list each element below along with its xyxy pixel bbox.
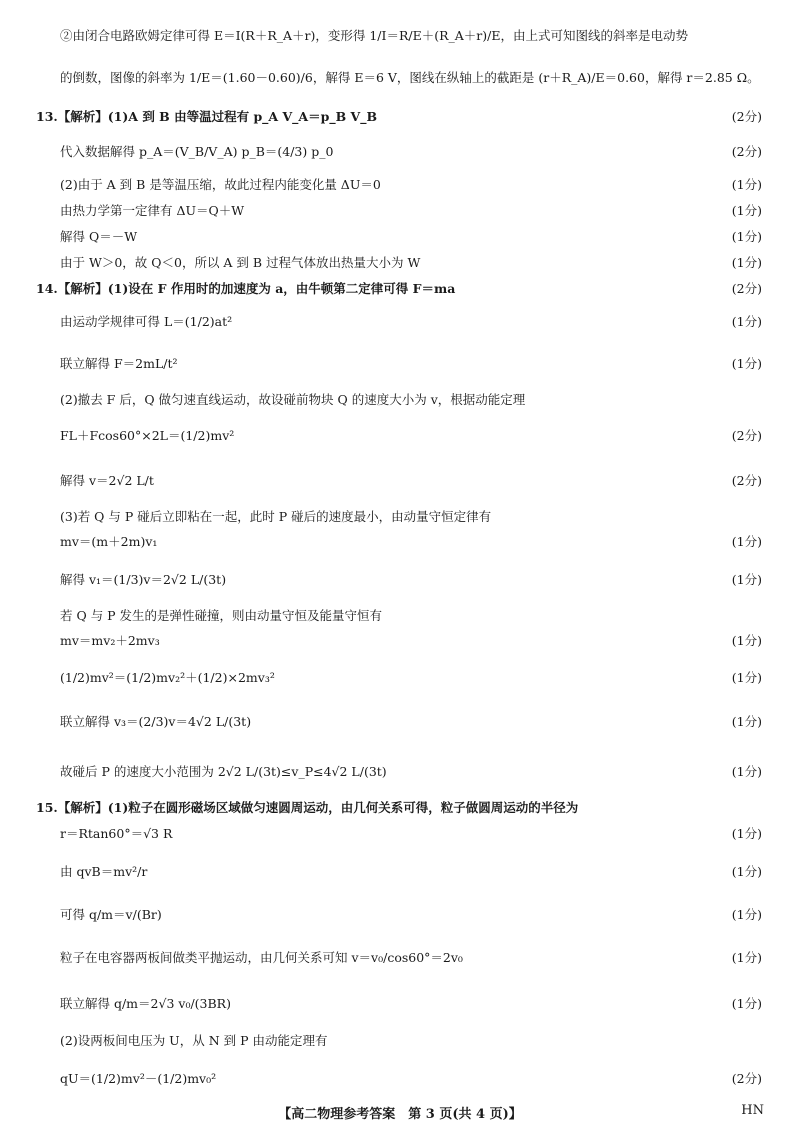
line-score: (1分): [731, 864, 762, 879]
text-line: [0, 62, 800, 92]
line-text: 可得 q/m＝v/(Br): [60, 907, 162, 922]
line-score: (1分): [731, 670, 762, 685]
line-score: (2分): [731, 473, 762, 488]
line-text: 解得 Q＝－W: [60, 229, 138, 244]
text-line: [0, 856, 800, 886]
line-score: (2分): [731, 428, 762, 443]
text-line: [0, 348, 800, 378]
text-line: [0, 1025, 800, 1055]
text-line: [0, 756, 800, 786]
line-score: (1分): [731, 714, 762, 729]
line-text: 故碰后 P 的速度大小范围为 2√2 L/(3t)≤v_P≤4√2 L/(3t): [60, 764, 387, 779]
text-line: [0, 526, 800, 556]
text-line: [0, 988, 800, 1018]
line-text: 若 Q 与 P 发生的是弹性碰撞，则由动量守恒及能量守恒有: [60, 608, 383, 623]
line-text: 由热力学第一定律有 ΔU＝Q＋W: [60, 203, 245, 218]
line-text: 由 qvB＝mv²/r: [60, 864, 148, 879]
text-line: [0, 706, 800, 736]
line-score: (1分): [731, 356, 762, 371]
line-text: (2)撤去 F 后，Q 做匀速直线运动，故设碰前物块 Q 的速度大小为 v，根据动能定理: [60, 392, 526, 407]
text-line: [0, 20, 800, 50]
line-score: (2分): [731, 109, 762, 124]
line-score: (1分): [731, 764, 762, 779]
line-text: (1/2)mv²＝(1/2)mv₂²＋(1/2)×2mv₃²: [60, 670, 275, 685]
line-text: mv＝mv₂＋2mv₃: [60, 633, 160, 648]
line-text: 13.【解析】(1)A 到 B 由等温过程有 p_A V_A＝p_B V_B: [36, 109, 378, 124]
text-line: [0, 306, 800, 336]
line-score: (1分): [731, 572, 762, 587]
line-text: (3)若 Q 与 P 碰后立即粘在一起，此时 P 碰后的速度最小，由动量守恒定律有: [60, 509, 492, 524]
text-line: [0, 818, 800, 848]
line-score: (2分): [731, 281, 762, 296]
line-text: 联立解得 F＝2mL/t²: [60, 356, 178, 371]
text-line: [0, 1063, 800, 1093]
line-score: (1分): [731, 229, 762, 244]
text-line: [0, 273, 800, 303]
line-text: 联立解得 v₃＝(2/3)v＝4√2 L/(3t): [60, 714, 252, 729]
line-text: 的倒数，图像的斜率为 1/E＝(1.60－0.60)/6，解得 E＝6 V，图线在纵轴上的截距是 (r＋R_A)/E＝0.60，解得 r＝2.85 Ω。: [60, 70, 760, 85]
line-score: (1分): [731, 907, 762, 922]
text-line: [0, 420, 800, 450]
line-text: (2)由于 A 到 B 是等温压缩，故此过程内能变化量 ΔU＝0: [60, 177, 381, 192]
line-text: ②由闭合电路欧姆定律可得 E＝I(R＋R_A＋r)，变形得 1/I＝R/E＋(R_A＋r)/E，由上式可知图线的斜率是电动势: [60, 28, 688, 43]
text-line: [0, 899, 800, 929]
line-text: FL＋Fcos60°×2L＝(1/2)mv²: [60, 428, 235, 443]
text-line: [0, 625, 800, 655]
text-line: [0, 136, 800, 166]
line-text: 联立解得 q/m＝2√3 v₀/(3BR): [60, 996, 231, 1011]
line-score: (1分): [731, 203, 762, 218]
line-score: (2分): [731, 144, 762, 159]
line-text: qU＝(1/2)mv²－(1/2)mv₀²: [60, 1071, 217, 1086]
page-footer-title: 【高二物理参考答案 第 3 页(共 4 页)】: [278, 1107, 522, 1122]
line-score: (1分): [731, 633, 762, 648]
line-score: (1分): [731, 826, 762, 841]
page-footer-code: HN: [741, 1103, 764, 1118]
line-score: (2分): [731, 1071, 762, 1086]
line-text: 14.【解析】(1)设在 F 作用时的加速度为 a，由牛顿第二定律可得 F＝ma: [36, 281, 456, 296]
line-text: r＝Rtan60°＝√3 R: [60, 826, 173, 841]
text-line: [0, 101, 800, 131]
line-score: (1分): [731, 177, 762, 192]
line-text: 粒子在电容器两板间做类平抛运动，由几何关系可知 v＝v₀/cos60°＝2v₀: [60, 950, 463, 965]
line-score: (1分): [731, 534, 762, 549]
line-score: (1分): [731, 950, 762, 965]
line-score: (1分): [731, 996, 762, 1011]
line-text: 15.【解析】(1)粒子在圆形磁场区域做匀速圆周运动，由几何关系可得，粒子做圆周运动的半径为: [36, 800, 579, 815]
text-line: [0, 942, 800, 972]
line-text: 解得 v＝2√2 L/t: [60, 473, 154, 488]
line-text: 由于 W＞0，故 Q＜0，所以 A 到 B 过程气体放出热量大小为 W: [60, 255, 421, 270]
text-line: [0, 564, 800, 594]
line-text: 解得 v₁＝(1/3)v＝2√2 L/(3t): [60, 572, 227, 587]
line-text: (2)设两板间电压为 U，从 N 到 P 由动能定理有: [60, 1033, 328, 1048]
line-score: (1分): [731, 314, 762, 329]
text-line: [0, 384, 800, 414]
line-text: 代入数据解得 p_A＝(V_B/V_A) p_B＝(4/3) p_0: [60, 144, 334, 159]
text-line: [0, 465, 800, 495]
line-score: (1分): [731, 255, 762, 270]
text-line: [0, 662, 800, 692]
line-text: 由运动学规律可得 L＝(1/2)at²: [60, 314, 233, 329]
line-text: mv＝(m＋2m)v₁: [60, 534, 158, 549]
